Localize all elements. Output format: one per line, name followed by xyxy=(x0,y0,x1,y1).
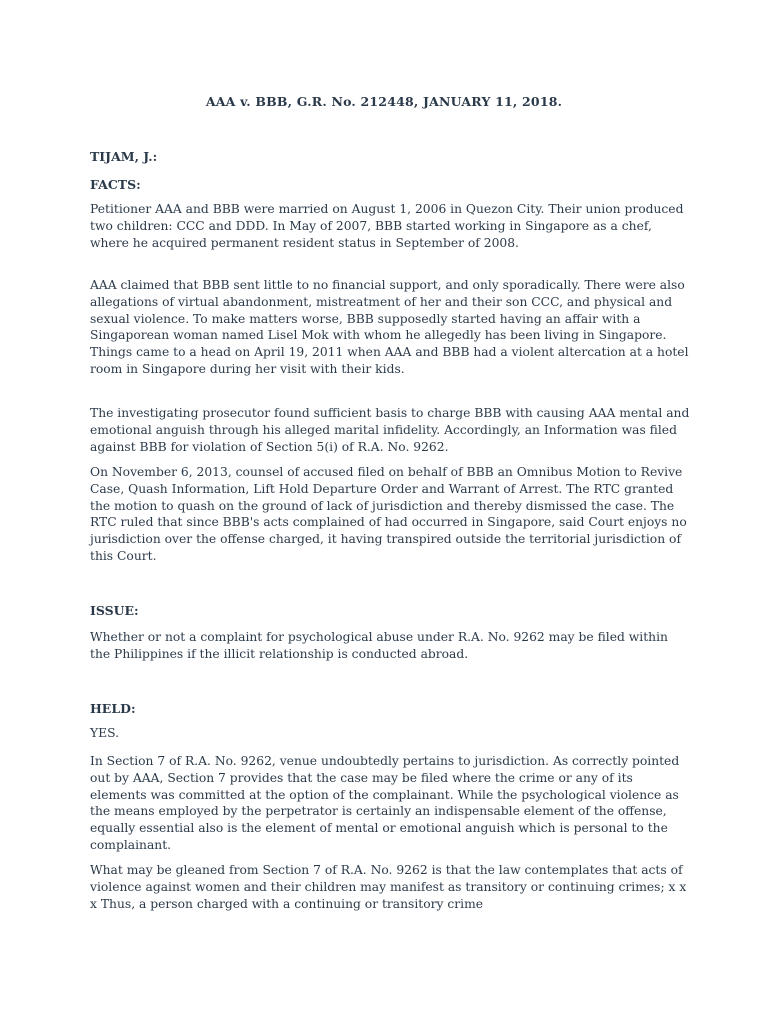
facts-paragraph-4: On November 6, 2013, counsel of accused filed on behalf of BBB an Omnibus Motion to Revive Case, Quash Information, Lift Hold Departure Order and Warrant of Arrest. The RTC granted the motion to quash on the ground of lack of jurisdiction and thereby dismissed the case. The RTC ruled that since BBB's acts complained of had occurred in Singapore, said Court enjoys no jurisdiction over the offense charged, it having transpired outside the territorial jurisdiction of this Court. xyxy=(90,465,687,563)
held-paragraph-2: What may be gleaned from Section 7 of R.A. No. 9262 is that the law contemplates that acts of violence against women and their children may manifest as transitory or continuing crimes; x x x Thus, a person charged with a continuing or transitory crime xyxy=(90,863,687,911)
issue-heading: ISSUE: xyxy=(90,603,139,618)
issue-paragraph-1: Whether or not a complaint for psychological abuse under R.A. No. 9262 may be filed within the Philippines if the illicit relationship is conducted abroad. xyxy=(90,630,668,661)
held-paragraph-1: In Section 7 of R.A. No. 9262, venue undoubtedly pertains to jurisdiction. As correctly pointed out by AAA, Section 7 provides that the case may be filed where the crime or any of its elements was committed at the option of the complainant. While the psychological violence as the means employed by the perpetrator is certainly an indispensable element of the offense, equally essential also is the element of mental or emotional anguish which is personal to the complainant. xyxy=(90,754,680,852)
held-answer: YES. xyxy=(90,726,119,740)
facts-paragraph-1: Petitioner AAA and BBB were married on August 1, 2006 in Quezon City. Their union produced two children: CCC and DDD. In May of 2007, BBB started working in Singapore as a chef, where he acquired permanent resident status in September of 2008. xyxy=(90,202,684,250)
held-heading: HELD: xyxy=(90,701,136,716)
facts-paragraph-2: AAA claimed that BBB sent little to no financial support, and only sporadically. There were also allegations of virtual abandonment, mistreatment of her and their son CCC, and physical and sexual violence. To make matters worse, BBB supposedly started having an affair with a Singaporean woman named Lisel Mok with whom he allegedly has been living in Singapore. Things came to a head on April 19, 2011 when AAA and BBB had a violent altercation at a hotel room in Singapore during her visit with their kids. xyxy=(90,278,689,376)
case-title: AAA v. BBB, G.R. No. 212448, JANUARY 11, 2018. xyxy=(205,94,563,109)
facts-paragraph-3: The investigating prosecutor found sufficient basis to charge BBB with causing AAA mental and emotional anguish through his alleged marital infidelity. Accordingly, an Information was filed against BBB for violation of Section 5(i) of R.A. No. 9262. xyxy=(90,406,690,454)
author-line: TIJAM, J.: xyxy=(90,149,158,164)
facts-heading: FACTS: xyxy=(90,177,141,192)
